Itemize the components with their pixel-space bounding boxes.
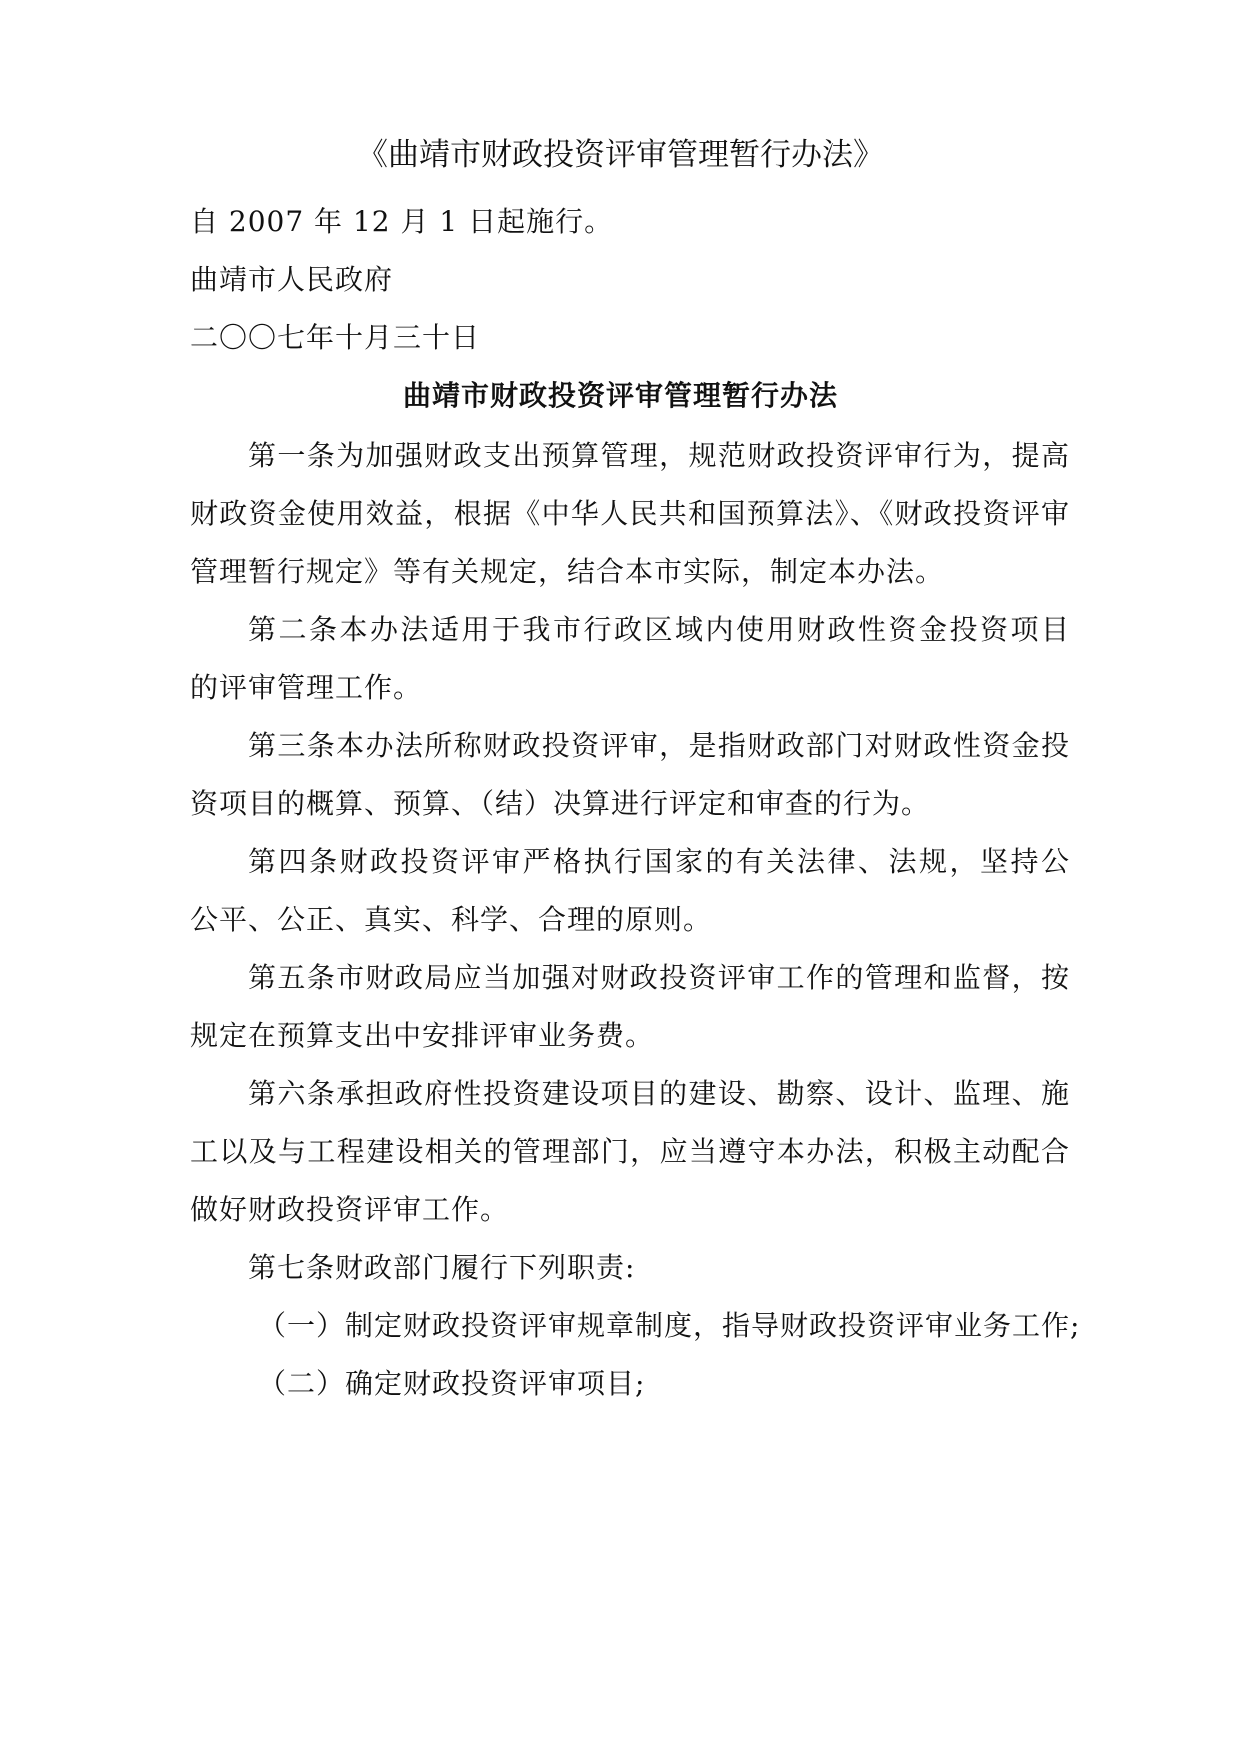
article-1-line-3: 管理暂行规定》等有关规定，结合本市实际，制定本办法。 — [190, 555, 945, 588]
issuer: 曲靖市人民政府 — [190, 263, 394, 296]
article-4-line-1: 第四条财政投资评审严格执行国家的有关法律、法规，坚持公 — [248, 845, 1070, 878]
article-5-line-1: 第五条市财政局应当加强对财政投资评审工作的管理和监督，按 — [248, 961, 1070, 994]
article-7-item-2: （二）确定财政投资评审项目; — [258, 1367, 646, 1400]
quoted-title: 《曲靖市财政投资评审管理暂行办法》 — [357, 137, 884, 173]
article-6-line-1: 第六条承担政府性投资建设项目的建设、勘察、设计、监理、施 — [248, 1077, 1070, 1110]
article-3-line-2: 资项目的概算、预算、（结）决算进行评定和审查的行为。 — [190, 787, 931, 820]
regulation-heading: 曲靖市财政投资评审管理暂行办法 — [402, 379, 838, 412]
article-2-line-2: 的评审管理工作。 — [190, 671, 423, 704]
article-6-line-3: 做好财政投资评审工作。 — [190, 1193, 510, 1226]
article-1-line-1: 第一条为加强财政支出预算管理，规范财政投资评审行为，提高 — [248, 439, 1070, 472]
article-6-line-2: 工以及与工程建设相关的管理部门，应当遵守本办法，积极主动配合 — [190, 1135, 1070, 1168]
article-7-item-1: （一）制定财政投资评审规章制度，指导财政投资评审业务工作; — [258, 1309, 1081, 1342]
article-5-line-2: 规定在预算支出中安排评审业务费。 — [190, 1019, 655, 1052]
article-1-line-2: 财政资金使用效益，根据《中华人民共和国预算法》、《财政投资评审 — [190, 497, 1070, 530]
issue-date: 二〇〇七年十月三十日 — [190, 321, 481, 354]
effective-date: 自 2007 年 12 月 1 日起施行。 — [190, 205, 614, 238]
article-2-line-1: 第二条本办法适用于我市行政区域内使用财政性资金投资项目 — [248, 613, 1070, 646]
article-4-line-2: 公平、公正、真实、科学、合理的原则。 — [190, 903, 713, 936]
article-7-line-1: 第七条财政部门履行下列职责: — [248, 1251, 636, 1284]
article-3-line-1: 第三条本办法所称财政投资评审，是指财政部门对财政性资金投 — [248, 729, 1070, 762]
